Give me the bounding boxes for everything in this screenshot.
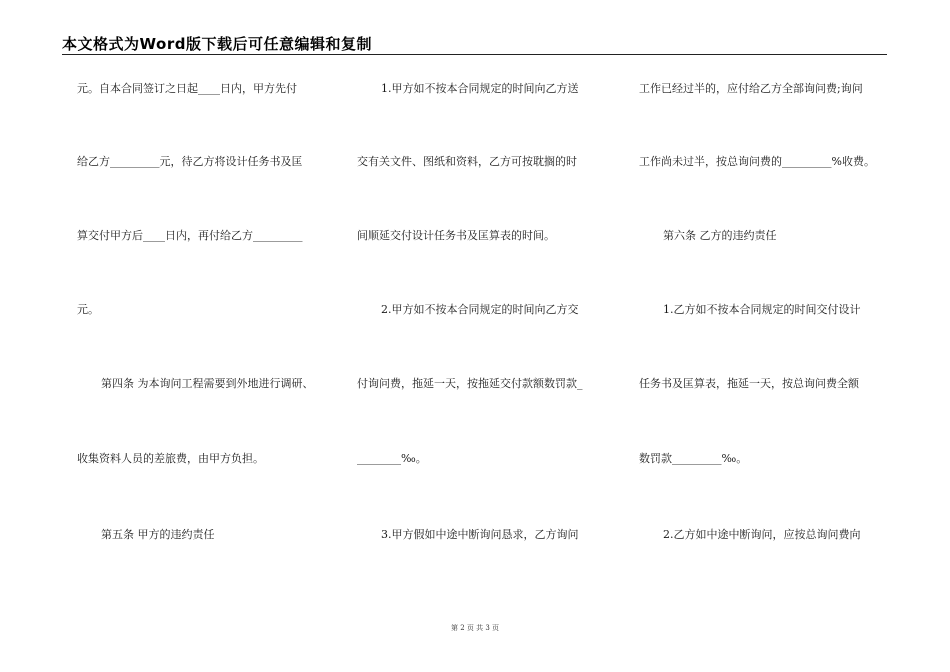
- header-divider: [62, 54, 887, 55]
- text-line: 2.乙方如中途中断询问，应按总询问费向: [663, 528, 861, 541]
- text-line: 收集资料人员的差旅费，由甲方负担。: [77, 452, 264, 465]
- text-line: 给乙方_________元，待乙方将设计任务书及匡: [77, 155, 303, 168]
- text-line: 第四条 为本询问工程需要到外地进行调研、: [101, 377, 314, 390]
- page-number: 第 2 页 共 3 页: [450, 624, 500, 632]
- text-line: 数罚款_________‰。: [639, 452, 748, 465]
- text-line: 1.乙方如不按本合同规定的时间交付设计: [663, 303, 861, 316]
- text-line: 元。自本合同签订之日起____日内，甲方先付: [77, 82, 297, 95]
- text-line: 第五条 甲方的违约责任: [101, 528, 215, 541]
- text-line: 算交付甲方后____日内，再付给乙方_________: [77, 229, 303, 242]
- text-line: 付询问费，拖延一天，按拖延交付款额数罚款_: [357, 377, 583, 390]
- text-line: 工作尚未过半，按总询问费的_________%收费。: [639, 155, 875, 168]
- text-line: 2.甲方如不按本合同规定的时间向乙方交: [381, 303, 579, 316]
- text-line: 工作已经过半的，应付给乙方全部询问费;询问: [639, 82, 863, 95]
- text-line: 任务书及匡算表，拖延一天，按总询问费全额: [639, 377, 859, 390]
- text-line: 1.甲方如不按本合同规定的时间向乙方送: [381, 82, 579, 95]
- text-line: 第六条 乙方的违约责任: [663, 229, 777, 242]
- text-line: 3.甲方假如中途中断询问恳求，乙方询问: [381, 528, 579, 541]
- text-line: 交有关文件、图纸和资料，乙方可按耽搁的时: [357, 155, 577, 168]
- text-line: ________‰。: [357, 452, 427, 465]
- text-line: 间顺延交付设计任务书及匡算表的时间。: [357, 229, 555, 242]
- text-line: 元。: [77, 303, 99, 316]
- document-title: 本文格式为Word版下载后可任意编辑和复制: [62, 35, 372, 53]
